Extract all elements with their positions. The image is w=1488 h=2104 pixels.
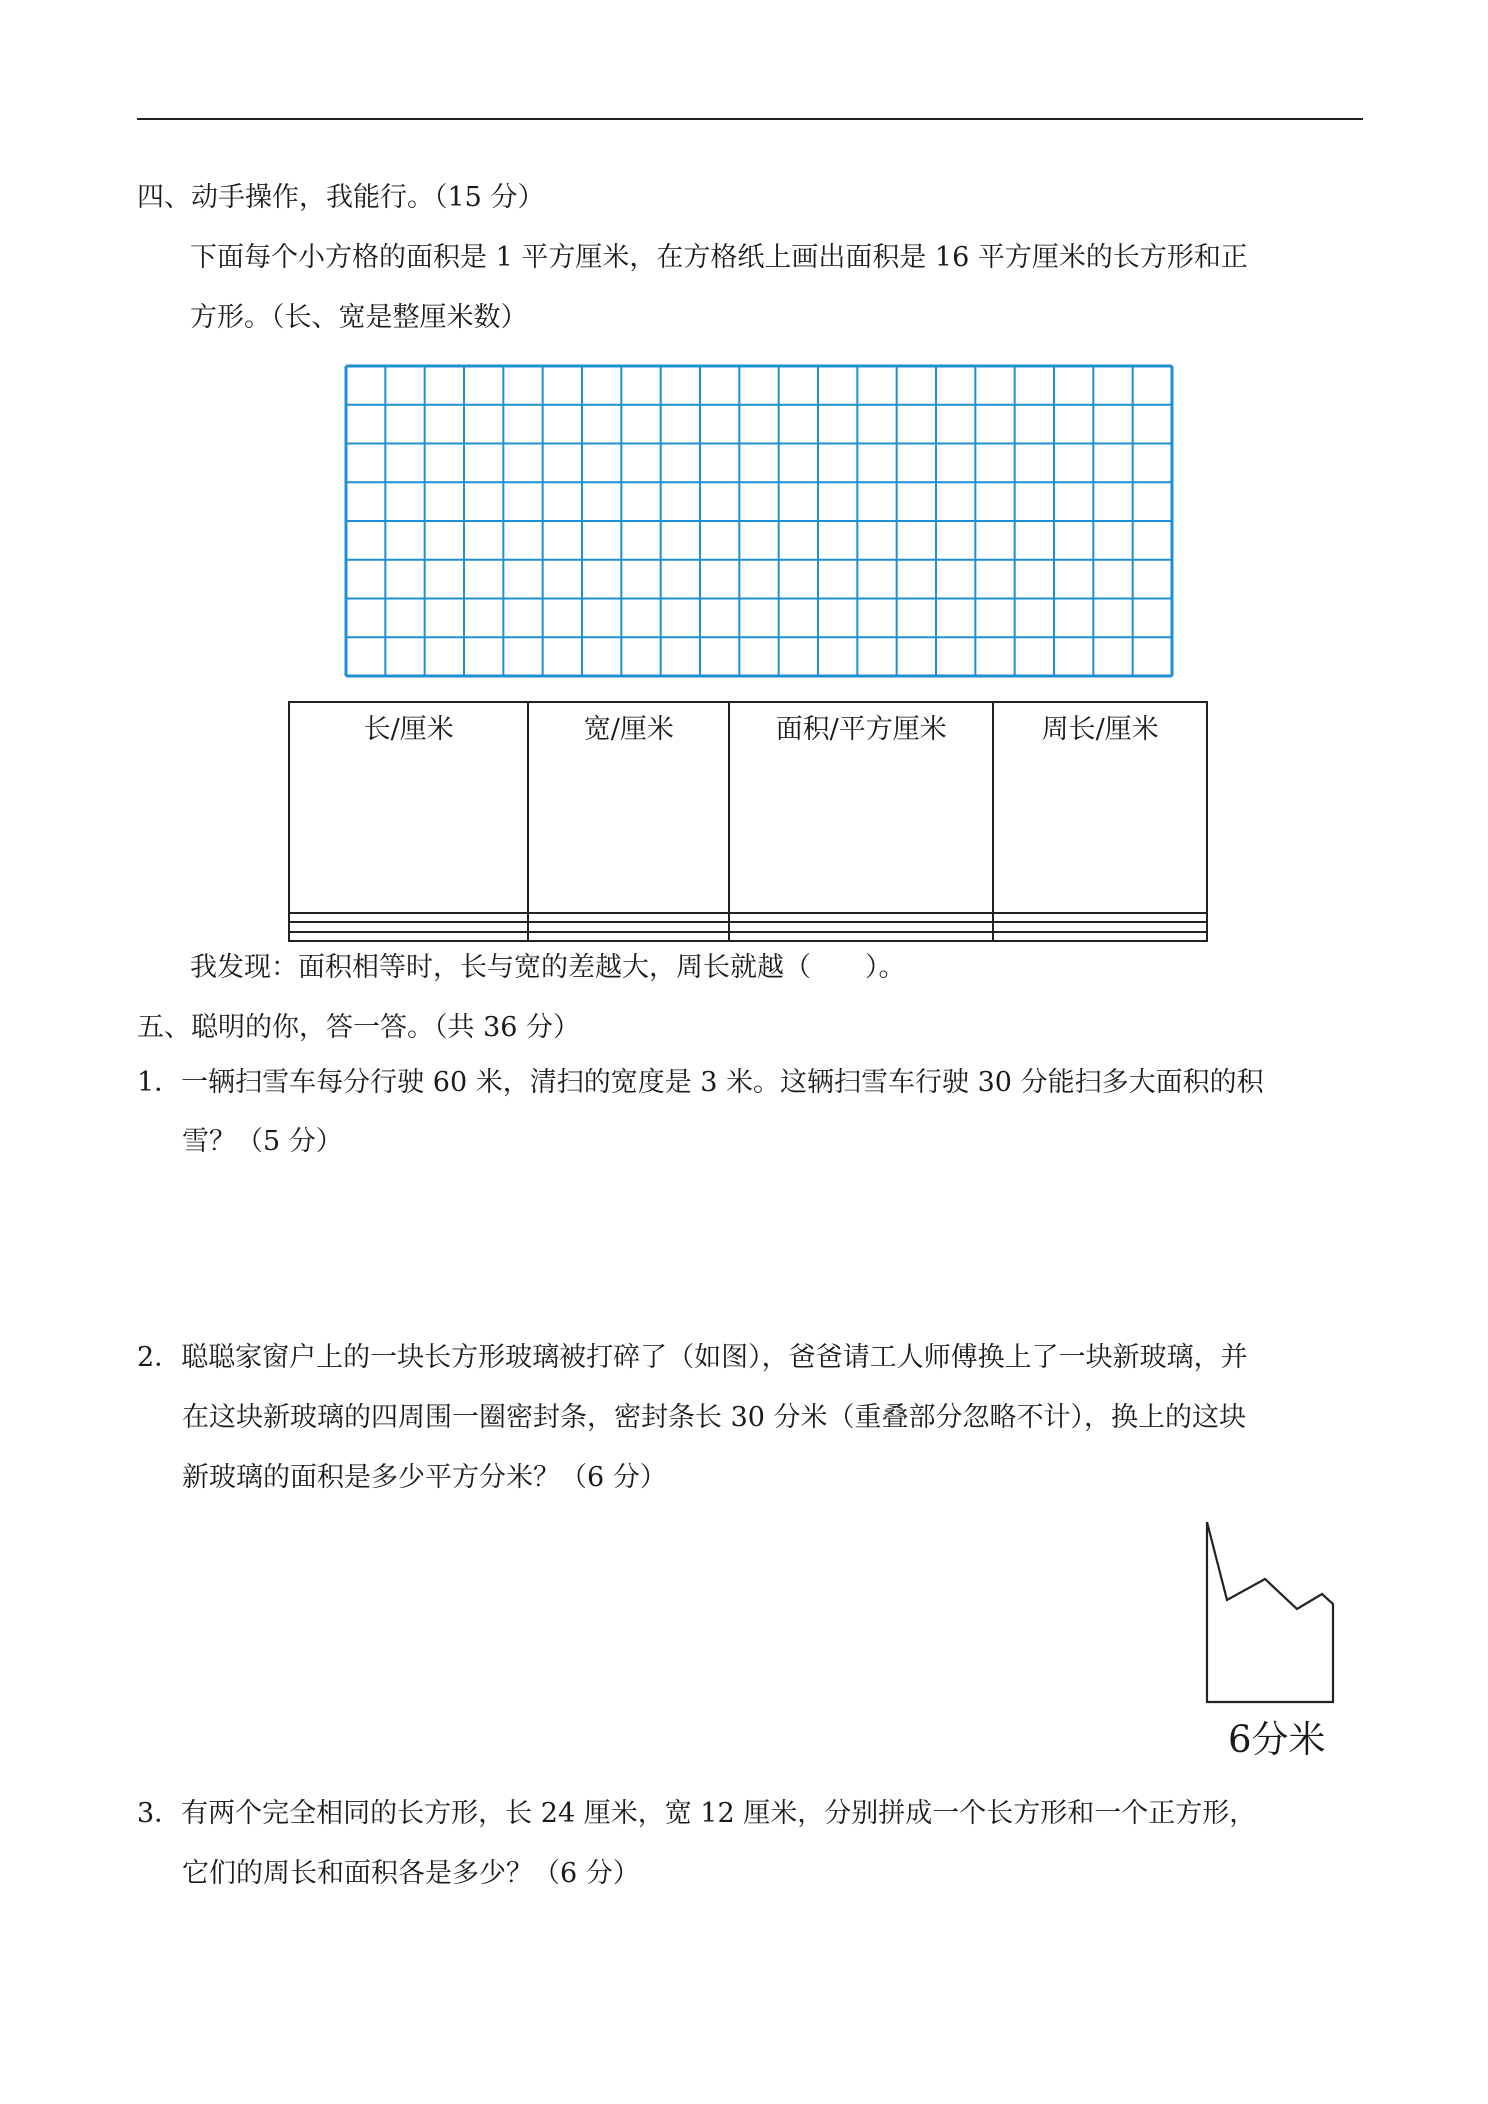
section4-discovery: 我发现：面积相等时，长与宽的差越大，周长就越（ ）。 — [190, 952, 906, 983]
section4-prompt-line2: 方形。（长、宽是整厘米数） — [190, 302, 528, 333]
q2-line1: 2．聪聪家窗户上的一块长方形玻璃被打碎了（如图），爸爸请工人师傅换上了一块新玻璃，并 — [137, 1342, 1248, 1373]
table-cell[interactable] — [289, 922, 528, 931]
q1-line2: 雪？（5 分） — [182, 1126, 343, 1157]
section5-title: 五、聪明的你，答一答。（共 36 分） — [137, 1012, 581, 1043]
table-cell[interactable] — [993, 932, 1207, 941]
table-row — [289, 922, 1207, 931]
square-grid-paper[interactable] — [344, 364, 1174, 678]
header-area: 面积/平方厘米 — [729, 702, 993, 913]
table-cell[interactable] — [528, 913, 729, 922]
table-row — [289, 913, 1207, 922]
q3-line2: 它们的周长和面积各是多少？（6 分） — [182, 1858, 640, 1889]
grid-svg[interactable] — [344, 364, 1174, 678]
header-width: 宽/厘米 — [528, 702, 729, 913]
table-cell[interactable] — [289, 913, 528, 922]
table-cell[interactable] — [729, 932, 993, 941]
table-row — [289, 932, 1207, 941]
table-cell[interactable] — [528, 922, 729, 931]
answer-table — [288, 701, 1208, 942]
section4-prompt-line1: 下面每个小方格的面积是 1 平方厘米，在方格纸上画出面积是 16 平方厘米的长方形和正 — [190, 242, 1248, 273]
table-cell[interactable] — [729, 913, 993, 922]
table-cell[interactable] — [993, 913, 1207, 922]
table-cell[interactable] — [528, 932, 729, 941]
q3-line1: 3．有两个完全相同的长方形，长 24 厘米，宽 12 厘米，分别拼成一个长方形和一个正方形， — [137, 1798, 1257, 1829]
q2-line2: 在这块新玻璃的四周围一圈密封条，密封条长 30 分米（重叠部分忽略不计），换上的这块 — [182, 1402, 1247, 1433]
broken-glass-figure — [1205, 1514, 1345, 1718]
header-perimeter: 周长/厘米 — [993, 702, 1207, 913]
header-length: 长/厘米 — [289, 702, 528, 913]
header-rule — [137, 118, 1363, 120]
section4-title: 四、动手操作，我能行。（15 分） — [137, 182, 545, 213]
q2-line3: 新玻璃的面积是多少平方分米？（6 分） — [182, 1462, 667, 1493]
figure-label: 6分米 — [1228, 1718, 1326, 1761]
table-header-row — [289, 702, 1207, 913]
table-cell[interactable] — [729, 922, 993, 931]
table-cell[interactable] — [993, 922, 1207, 931]
table-cell[interactable] — [289, 932, 528, 941]
q1-line1: 1．一辆扫雪车每分行驶 60 米，清扫的宽度是 3 米。这辆扫雪车行驶 30 分能扫多大面积的积 — [137, 1067, 1264, 1098]
